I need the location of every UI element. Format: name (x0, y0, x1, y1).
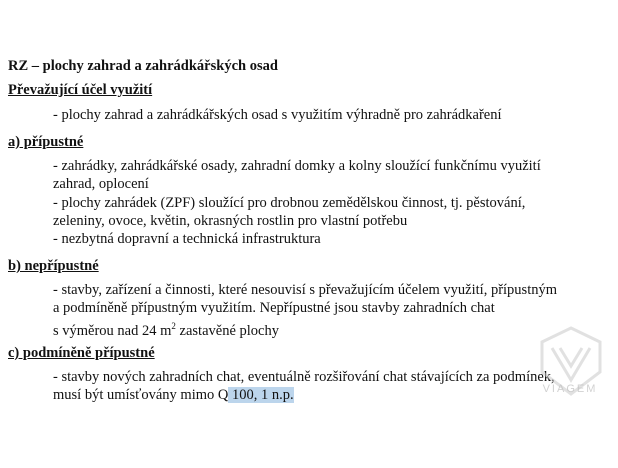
section-c-line-2-text: musí být umísťovány mimo Q (53, 387, 229, 403)
main-use-line-1: - plochy zahrad a zahrádkářských osad s využitím výhradně pro zahrádkaření (53, 107, 502, 123)
section-a-line-2: zahrad, oplocení (53, 176, 149, 192)
section-b-line-3 (53, 317, 279, 340)
superscript-2: 2 (171, 321, 176, 331)
section-b-line-3-text: s výměrou nad 24 m (53, 322, 172, 339)
section-b-line-2: a podmíněně přípustným využitím. Nepřípustné jsou stavby zahradních chat (53, 300, 495, 316)
document-title: RZ – plochy zahrad a zahrádkářských osad (8, 58, 278, 74)
highlighted-text: 100, 1 n.p. (228, 387, 294, 403)
section-c-heading: c) podmíněně přípustné (8, 345, 155, 361)
section-a-line-4: zeleniny, ovoce, květin, okrasných rostlin pro vlastní potřebu (53, 213, 408, 229)
watermark-text: VIAGEM (542, 383, 598, 395)
section-b-line-1: - stavby, zařízení a činnosti, které nesouvisí s převažujícím účelem využití, přípustným (53, 282, 558, 298)
section-c-line-2 (53, 386, 294, 404)
main-use-heading: Převažující účel využití (8, 82, 153, 98)
section-a-line-1: - zahrádky, zahrádkářské osady, zahradní domky a kolny sloužící funkčnímu využití (53, 158, 541, 174)
section-b-line-3-tail: zastavěné plochy (175, 322, 279, 339)
section-a-line-5: - nezbytná dopravní a technická infrastruktura (53, 231, 321, 247)
section-a-heading: a) přípustné (8, 134, 84, 150)
section-a-line-3: - plochy zahrádek (ZPF) sloužící pro drobnou zemědělskou činnost, tj. pěstování, (53, 195, 526, 211)
section-b-heading: b) nepřípustné (8, 258, 99, 274)
watermark-logo-icon (528, 322, 614, 408)
section-c-line-1: - stavby nových zahradních chat, eventuálně rozšiřování chat stávajících za podmínek, (53, 369, 555, 385)
